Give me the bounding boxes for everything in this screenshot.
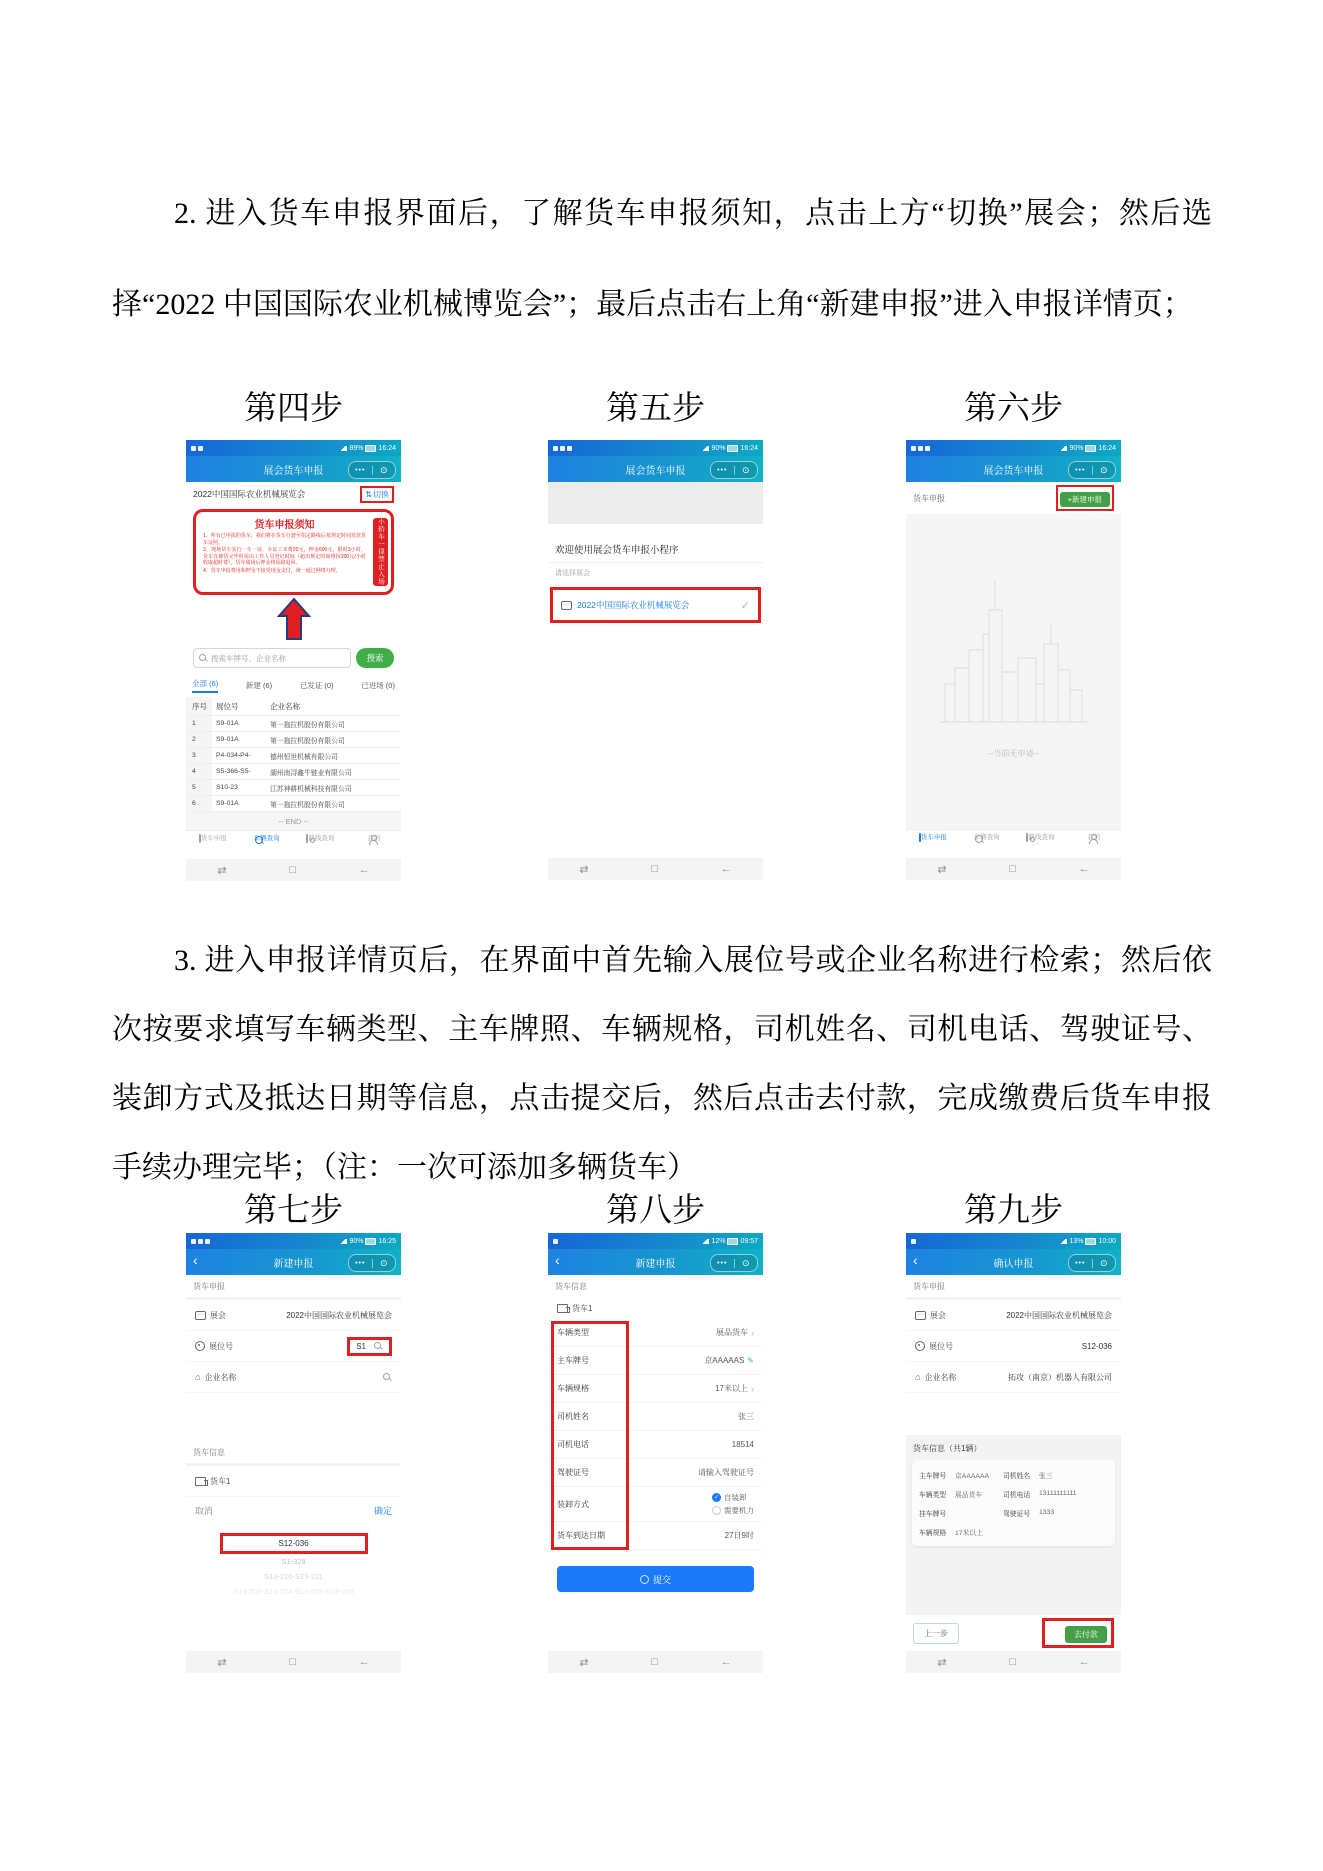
summary-row: 车辆规格 17米以上: [919, 1529, 983, 1537]
tab-all[interactable]: 全部 (6): [192, 678, 218, 693]
truck-summary-section: [906, 1435, 1121, 1651]
android-nav-bar: [186, 859, 401, 881]
phone-screenshot-step8: [548, 1233, 763, 1673]
recents-icon[interactable]: ⇄: [937, 863, 947, 876]
expo-icon: [561, 601, 572, 610]
submit-button[interactable]: 提交: [557, 1566, 754, 1592]
booth-field-row: [906, 1331, 1121, 1362]
android-nav-bar: [906, 858, 1121, 880]
dimmed-area: [548, 482, 763, 524]
back-icon[interactable]: ←: [358, 1656, 370, 1668]
more-icon[interactable]: •••: [717, 466, 728, 474]
expo-value: 2022中国国际农业机械展览会: [286, 1310, 392, 1320]
expo-field-row: [186, 1300, 401, 1331]
document-icon: [199, 834, 201, 843]
battery-icon: [727, 1238, 738, 1245]
more-icon[interactable]: •••: [1075, 1259, 1086, 1267]
confirm-button[interactable]: 确定: [373, 1505, 392, 1516]
welcome-text: 欢迎使用展会货车申报小程序: [548, 536, 763, 563]
phone-screenshot-step5: [548, 440, 763, 880]
signal-icon: [1061, 446, 1067, 451]
truck-item-row[interactable]: [548, 1297, 763, 1319]
search-placeholder: 搜索车牌号、企业名称: [211, 653, 286, 663]
home-icon[interactable]: □: [651, 863, 658, 875]
paragraph-step3: 3. 进入申报详情页后，在界面中首先输入展位号或企业名称进行检索；然后依次按要求填写车辆类型、主车牌照、车辆规格，司机姓名、司机电话、驾驶证号、装卸方式及抵达日期等信息，点击提交后，然后点击去付款，完成缴费后货车申报手续办理完毕；（注：一次可添加多辆货车）: [112, 944, 1212, 1184]
picker-option[interactable]: S13-210-S13-211: [264, 1572, 323, 1581]
truck-item-row[interactable]: [186, 1466, 401, 1497]
table-row[interactable]: 5 S10-23 江苏神耕机械科技有限公司: [186, 780, 401, 796]
back-icon[interactable]: ←: [720, 863, 732, 875]
expo-icon: [195, 1311, 206, 1320]
step-title-8: 第八步: [606, 1193, 705, 1229]
go-pay-button[interactable]: 去付款: [1065, 1626, 1107, 1643]
signal-icon: [703, 446, 709, 451]
truck-info-label: 货车信息: [555, 1281, 587, 1291]
notice-line: 1、所有已申报的货车，我们将在货车行驶至指定路线后按规定时间发放货车证照。: [203, 533, 366, 546]
section-label: 货车申报: [193, 1281, 225, 1291]
truck-item-label: 货车1: [210, 1476, 231, 1486]
recents-icon[interactable]: ⇄: [579, 1656, 589, 1669]
page-title: 确认申报: [993, 1258, 1034, 1270]
clock: 16:25: [378, 1237, 396, 1245]
tab-vehicle-query[interactable]: 车辆查询: [253, 835, 280, 842]
tab-route-query[interactable]: 路线查询: [308, 835, 335, 842]
field-label: 企业名称: [924, 1372, 957, 1382]
android-nav-bar: [186, 1651, 401, 1673]
notice-line: 3、现场货车实行一车一证，办证工本费20元，押金600元，限时3小时，货车在卸货完毕时需由工作人员登记时间（超出规定时间将按200元/小时收取超时费），货车离场后押金将原路退回。: [203, 547, 366, 566]
field-label: 展位号: [209, 1341, 233, 1351]
switch-expo-button[interactable]: ⇅ 切换: [360, 486, 394, 503]
search-row: [186, 643, 401, 673]
battery-percent: 89%: [349, 444, 364, 452]
clock: 10:00: [1098, 1237, 1116, 1245]
miniprogram-capsule[interactable]: [348, 1254, 396, 1272]
close-target-icon[interactable]: ⊙: [741, 464, 750, 475]
field-label: 企业名称: [204, 1372, 237, 1382]
tab-new[interactable]: 新建 (6): [245, 680, 273, 690]
summary-row: 车辆类型 展品货车 司机电话 13111111111: [919, 1490, 1077, 1499]
signal-icon: [1061, 1239, 1067, 1244]
back-chevron-icon[interactable]: ‹: [913, 1252, 918, 1268]
page-title: 展会货车申报: [983, 465, 1044, 477]
expo-row: [186, 482, 401, 506]
miniprogram-capsule[interactable]: [1068, 461, 1116, 479]
status-bar: [186, 440, 401, 456]
empty-state-text: --当前无申请--: [988, 749, 1039, 758]
app-title-bar: [548, 456, 763, 482]
battery-icon: [365, 1238, 376, 1245]
picker-selected-option[interactable]: S12-036: [220, 1533, 368, 1554]
footer-buttons-row: [906, 1615, 1121, 1651]
radio-unchecked-icon: [712, 1506, 721, 1515]
field-license-number[interactable]: 驾驶证号 请输入驾驶证号: [548, 1459, 763, 1487]
home-icon[interactable]: □: [289, 864, 296, 876]
search-icon[interactable]: [374, 1342, 383, 1351]
field-vehicle-type[interactable]: 车辆类型 展品货车 ›: [548, 1319, 763, 1347]
step-title-5: 第五步: [606, 391, 705, 427]
swap-icon: ⇅: [365, 489, 372, 499]
company-field-row: [906, 1362, 1121, 1393]
truck-summary-card: [912, 1460, 1115, 1546]
step-title-4: 第四步: [244, 391, 343, 427]
field-label: 展位号: [929, 1341, 953, 1351]
field-arrival-date[interactable]: 货车到达日期 27日9时: [548, 1522, 763, 1550]
table-header: 序号 展位号 企业名称: [186, 697, 401, 716]
battery-percent: 13%: [1069, 1237, 1084, 1245]
battery-icon: [727, 445, 738, 452]
location-pin-icon: [915, 1341, 925, 1351]
notice-title: 货车申报须知: [254, 520, 315, 531]
table-row[interactable]: 4 S5-366-S5- 湖州南浔鑫牛链业有限公司: [186, 764, 401, 780]
check-icon: ✓: [740, 599, 750, 612]
android-nav-bar: [906, 1651, 1121, 1673]
truck-icon: [195, 1477, 206, 1486]
expo-icon: [915, 1311, 926, 1320]
home-icon[interactable]: □: [1009, 1656, 1016, 1668]
chevron-right-icon: ›: [751, 1327, 754, 1338]
expo-value: 2022中国国际农业机械展览会: [1006, 1310, 1112, 1320]
back-icon[interactable]: ←: [358, 864, 370, 876]
end-of-list-label: -- END --: [186, 812, 401, 830]
expo-option-row[interactable]: [550, 587, 761, 623]
search-button[interactable]: 搜索: [356, 648, 394, 668]
battery-icon: [1085, 445, 1096, 452]
search-input[interactable]: [193, 648, 351, 668]
filter-tabs: [186, 673, 401, 697]
picker-action-row: [186, 1497, 401, 1523]
truck-icon: [557, 1304, 568, 1313]
table-row[interactable]: 3 P4-034-P4- 德州恒世机械有限公司: [186, 748, 401, 764]
new-declare-button[interactable]: +新建申报: [1060, 492, 1110, 507]
field-unload-method: 装卸方式 ✓ 自装卸 需要机力: [548, 1487, 763, 1522]
chevron-right-icon: ›: [751, 1383, 754, 1394]
miniprogram-capsule[interactable]: [1068, 1254, 1116, 1272]
truck-info-label: 货车信息（共1辆）: [913, 1444, 982, 1453]
page-title: 展会货车申报: [263, 465, 324, 477]
truck-item-label: 货车1: [572, 1303, 593, 1313]
pay-annotation-box: [1042, 1618, 1114, 1648]
picker-option[interactable]: S1-328: [281, 1557, 306, 1566]
more-icon[interactable]: •••: [355, 466, 366, 474]
back-icon[interactable]: ←: [720, 1656, 732, 1668]
table-row[interactable]: 6 S9-01A 第一拖拉机股份有限公司: [186, 796, 401, 812]
android-nav-bar: [548, 1651, 763, 1673]
company-value: 拓攻（南京）机器人有限公司: [1008, 1372, 1112, 1382]
signal-icon: [341, 446, 347, 451]
company-field-row: [186, 1362, 401, 1393]
new-declare-annotation-box: [1056, 485, 1114, 511]
clock: 16:24: [378, 444, 396, 452]
back-chevron-icon[interactable]: ‹: [193, 1252, 198, 1268]
radio-self-unload[interactable]: ✓ 自装卸: [713, 1493, 747, 1502]
bottom-tab-bar: [906, 829, 1121, 858]
signal-icon: [703, 1239, 709, 1244]
status-icons: [191, 446, 203, 451]
status-bar: [548, 1233, 763, 1249]
app-title-bar: [906, 1249, 1121, 1275]
battery-percent: 90%: [349, 1237, 364, 1245]
booth-value: S12-036: [1081, 1341, 1112, 1351]
recents-icon[interactable]: ⇄: [579, 863, 589, 876]
summary-row: 主车牌号 京AAAAAA 司机姓名 张三: [919, 1472, 1053, 1480]
tab-mine[interactable]: 我的: [1087, 834, 1101, 841]
close-target-icon[interactable]: ⊙: [1099, 464, 1108, 475]
back-icon[interactable]: ←: [1078, 863, 1090, 875]
notice-line: 4、货车申报费用和押金不接受现金支付，统一通过网络办理。: [203, 567, 341, 574]
close-target-icon[interactable]: ⊙: [1099, 1257, 1108, 1268]
license-placeholder: 请输入驾驶证号: [698, 1468, 754, 1477]
field-plate-number[interactable]: 主车牌号 京AAAAAS ✎: [548, 1347, 763, 1375]
document-icon: [919, 833, 921, 842]
page-title: 新建申报: [273, 1258, 314, 1270]
declare-header-row: [906, 482, 1121, 514]
battery-percent: 90%: [711, 444, 726, 452]
phone-screenshot-step7: [186, 1233, 401, 1673]
truck-notice-box: [193, 509, 394, 595]
edit-pencil-icon[interactable]: ✎: [747, 1356, 754, 1365]
no-car-vertical-tag: 小轿车一律禁止入场: [373, 518, 388, 586]
tab-mine[interactable]: 我的: [367, 835, 381, 842]
clock: 16:24: [1098, 444, 1116, 452]
miniprogram-capsule[interactable]: [710, 1254, 758, 1272]
select-expo-hint: 请选择展会: [555, 570, 590, 577]
back-icon[interactable]: ←: [1078, 1656, 1090, 1668]
status-bar: [906, 440, 1121, 456]
empty-state-panel: [906, 514, 1121, 829]
phone-screenshot-step9: [906, 1233, 1121, 1673]
home-icon[interactable]: □: [1009, 863, 1016, 875]
paragraph-step2: 2. 进入货车申报界面后，了解货车申报须知，点击上方“切换”展会；然后选择“2022 中国国际农业机械博览会”；最后点击右上角“新建申报”进入申报详情页；: [112, 197, 1212, 321]
truck-info-label: 货车信息: [193, 1447, 225, 1457]
radio-need-machine[interactable]: 需要机力: [712, 1505, 754, 1516]
app-title-bar: [548, 1249, 763, 1275]
page-title: 展会货车申报: [625, 465, 686, 477]
step-title-9: 第九步: [964, 1193, 1063, 1229]
recents-icon[interactable]: ⇄: [217, 1656, 227, 1669]
close-target-icon[interactable]: ⊙: [379, 1257, 388, 1268]
expo-name: 2022中国国际农业机械展览会: [193, 489, 306, 499]
close-target-icon[interactable]: ⊙: [379, 464, 388, 475]
more-icon[interactable]: •••: [717, 1259, 728, 1267]
bottom-tab-bar: [186, 830, 401, 859]
home-icon: ⌂: [195, 1372, 201, 1382]
recents-icon[interactable]: ⇄: [217, 864, 227, 877]
booth-field-row: [186, 1331, 401, 1362]
field-label: 展会: [930, 1310, 946, 1320]
status-bar: [548, 440, 763, 456]
submit-icon: [640, 1575, 649, 1584]
tab-truck-declare[interactable]: 货车申报: [200, 835, 227, 842]
section-label: 货车申报: [913, 493, 945, 503]
cancel-button[interactable]: 取消: [195, 1505, 214, 1516]
booth-search-input[interactable]: [347, 1337, 392, 1356]
tab-entered[interactable]: 已进场 (0): [361, 680, 395, 690]
expo-field-row: [906, 1300, 1121, 1331]
home-icon[interactable]: □: [289, 1656, 296, 1668]
summary-row: 挂车牌号 驾驶证号 1333: [919, 1509, 1055, 1518]
table-row[interactable]: 2 S9-01A 第一拖拉机股份有限公司: [186, 732, 401, 748]
battery-percent: 90%: [1069, 444, 1084, 452]
miniprogram-capsule[interactable]: [710, 461, 758, 479]
home-icon[interactable]: □: [651, 1656, 658, 1668]
previous-step-button[interactable]: 上一步: [913, 1623, 959, 1644]
app-title-bar: [186, 456, 401, 482]
picker-option[interactable]: S13-203-S13-204-S13-205-S13-206: [233, 1587, 354, 1596]
location-pin-icon: [195, 1341, 205, 1351]
page-title: 新建申报: [635, 1258, 676, 1270]
battery-icon: [1085, 1238, 1096, 1245]
back-chevron-icon[interactable]: ‹: [555, 1252, 560, 1268]
tab-route-query[interactable]: 路线查询: [1028, 834, 1055, 841]
close-target-icon[interactable]: ⊙: [741, 1257, 750, 1268]
step-title-7: 第七步: [244, 1193, 343, 1229]
field-driver-name[interactable]: 司机姓名 张三: [548, 1403, 763, 1431]
search-icon[interactable]: [383, 1373, 392, 1382]
status-bar: [906, 1233, 1121, 1249]
section-label: 货车申报: [913, 1281, 945, 1291]
app-title-bar: [186, 1249, 401, 1275]
red-up-arrow: [186, 595, 401, 643]
recents-icon[interactable]: ⇄: [937, 1656, 947, 1669]
android-nav-bar: [548, 858, 763, 880]
home-icon: ⌂: [915, 1372, 921, 1382]
city-skyline-illustration: [939, 572, 1089, 742]
search-icon: [199, 654, 208, 663]
miniprogram-capsule[interactable]: [348, 461, 396, 479]
expo-option-label: 2022中国国际农业机械展览会: [577, 600, 690, 610]
booth-value: S1: [356, 1341, 366, 1351]
app-title-bar: [906, 456, 1121, 482]
more-icon[interactable]: •••: [1075, 466, 1086, 474]
status-bar: [186, 1233, 401, 1249]
table-row[interactable]: 1 S9-01A 第一拖拉机股份有限公司: [186, 716, 401, 732]
more-icon[interactable]: •••: [355, 1259, 366, 1267]
step-title-6: 第六步: [964, 391, 1063, 427]
battery-icon: [365, 445, 376, 452]
field-driver-phone[interactable]: 司机电话 18514: [548, 1431, 763, 1459]
battery-percent: 12%: [711, 1237, 726, 1245]
phone-screenshot-step4: [186, 440, 401, 880]
clock: 16:24: [740, 444, 758, 452]
tab-vehicle-query[interactable]: 车辆查询: [973, 834, 1000, 841]
tab-issued[interactable]: 已发证 (0): [299, 680, 334, 690]
clock: 09:57: [740, 1237, 758, 1245]
signal-icon: [341, 1239, 347, 1244]
field-label: 展会: [210, 1310, 226, 1320]
truck-form: [548, 1319, 763, 1550]
phone-screenshot-step6: [906, 440, 1121, 880]
tab-truck-declare[interactable]: 货车申报: [920, 834, 947, 841]
field-vehicle-spec[interactable]: 车辆规格 17米以上 ›: [548, 1375, 763, 1403]
radio-checked-icon: ✓: [713, 1495, 720, 1501]
booth-picker: [186, 1533, 401, 1599]
